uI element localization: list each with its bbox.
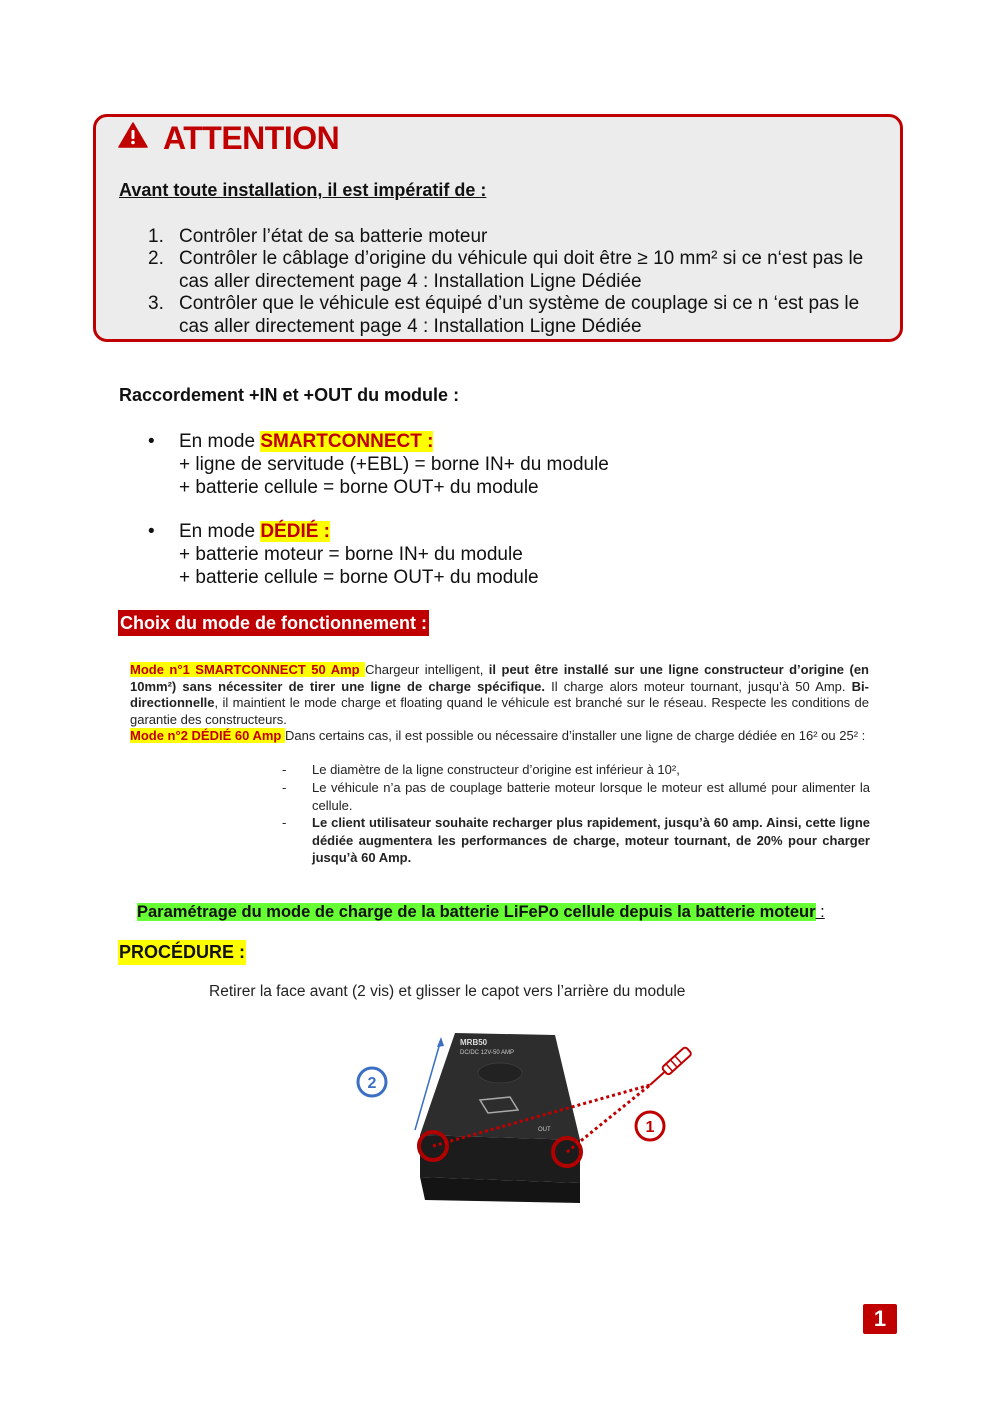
mode-smartconnect: SMARTCONNECT : — [260, 431, 434, 452]
device-diagram-svg — [340, 1025, 710, 1215]
dash-item — [282, 779, 870, 815]
mode2-text: Dans certains cas, il est possible ou nécessaire d’installer une ligne de charge dédiée en 16² ou 25² : — [284, 728, 866, 743]
mode-dedie: DÉDIÉ : — [260, 521, 331, 542]
item-number: 1. — [148, 226, 164, 247]
dash-text: Le diamètre de la ligne constructeur d’origine est inférieur à 10², — [312, 762, 680, 777]
dash-marker: - — [282, 762, 287, 777]
dash-text: Le véhicule n’a pas de couplage batterie moteur lorsque le moteur est allumé pour alimenter la cellule. — [312, 780, 870, 813]
step-2-label: 2 — [367, 1075, 377, 1092]
device-body — [420, 1033, 580, 1203]
item-text: Contrôler l’état de sa batterie moteur — [179, 226, 488, 247]
dash-marker: - — [282, 815, 287, 830]
bullet-line: + batterie cellule = borne OUT+ du module — [179, 477, 539, 498]
raccordement-heading: Raccordement +IN et +OUT du module : — [119, 385, 460, 405]
bullet-smartconnect — [148, 430, 908, 500]
mode1-label: Mode n°1 SMARTCONNECT 50 Amp — [130, 662, 366, 677]
parametrage-suffix: : — [815, 903, 825, 921]
bullet-line: + batterie moteur = borne IN+ du module — [179, 544, 523, 565]
dash-marker: - — [282, 780, 287, 795]
device-model: MRB50 — [460, 1038, 488, 1047]
bullet-prefix: En mode — [179, 431, 261, 452]
parametrage-line — [137, 900, 825, 924]
item-text: Contrôler que le véhicule est équipé d’un système de couplage si ce n ‘est pas le cas aller directement page 4 : Installation Ligne Dédiée — [179, 293, 860, 337]
attention-subtitle: Avant toute installation, il est impératif de : — [119, 180, 487, 200]
attention-title: ATTENTION — [163, 120, 340, 156]
mode1-bold: il peut être installé sur une ligne constructeur d’origine (en 10mm²) sans nécessiter de tirer une ligne de charge spécifique. — [130, 662, 869, 694]
mode1-paragraph — [130, 662, 869, 728]
item-text: Contrôler le câblage d’origine du véhicule qui doit être ≥ 10 mm² si ce n‘est pas le cas aller directement page 4 : Installation Ligne Dédiée — [179, 248, 864, 292]
device-diagram — [340, 1025, 710, 1215]
item-number: 3. — [148, 293, 164, 314]
step-1-marker — [636, 1112, 664, 1140]
screwdriver-icon — [647, 1046, 692, 1088]
item-number: 2. — [148, 248, 164, 269]
bullet-icon: • — [148, 431, 155, 452]
page-number: 1 — [863, 1304, 897, 1334]
procedure-heading: PROCÉDURE : — [118, 940, 246, 965]
port-out: OUT — [538, 1127, 551, 1133]
bullet-icon: • — [148, 521, 155, 542]
dash-text: Le client utilisateur souhaite recharger plus rapidement, jusqu’à 60 amp. Ainsi, cette ligne dédiée augmentera les performances de charge, moteur tournant, de 20% pour charger jusqu’à 60 Amp. — [312, 815, 870, 865]
mode2-paragraph — [130, 728, 869, 745]
bullet-line: + ligne de servitude (+EBL) = borne IN+ du module — [179, 454, 609, 475]
parametrage-text: Paramétrage du mode de charge de la batterie LiFePo cellule depuis la batterie moteur — [137, 903, 816, 921]
step-1-label: 1 — [645, 1119, 655, 1136]
warning-icon — [118, 122, 148, 153]
procedure-instruction: Retirer la face avant (2 vis) et glisser le capot vers l’arrière du module — [209, 983, 686, 1000]
bullet-dedie — [148, 520, 908, 590]
step-2-marker — [358, 1068, 386, 1096]
choix-heading: Choix du mode de fonctionnement : — [118, 610, 429, 636]
device-spec: DC/DC 12V-50 AMP — [460, 1050, 515, 1056]
mode1-text-3: , il maintient le mode charge et floating quand le véhicule est branché sur le réseau. Respecte les conditions de garantie des constructeurs. — [130, 695, 869, 727]
bullet-line: + batterie cellule = borne OUT+ du module — [179, 567, 539, 588]
mode1-text-2: Il charge alors moteur tournant, jusqu’à 50 Amp. — [544, 678, 852, 694]
mode2-label: Mode n°2 DÉDIÉ 60 Amp — [130, 728, 285, 743]
dash-item — [282, 814, 870, 868]
bullet-prefix: En mode — [179, 521, 261, 542]
mode1-bold-2: Bi-directionnelle — [130, 678, 869, 710]
mode1-text: Chargeur intelligent, — [365, 662, 489, 677]
dash-item — [282, 761, 870, 779]
